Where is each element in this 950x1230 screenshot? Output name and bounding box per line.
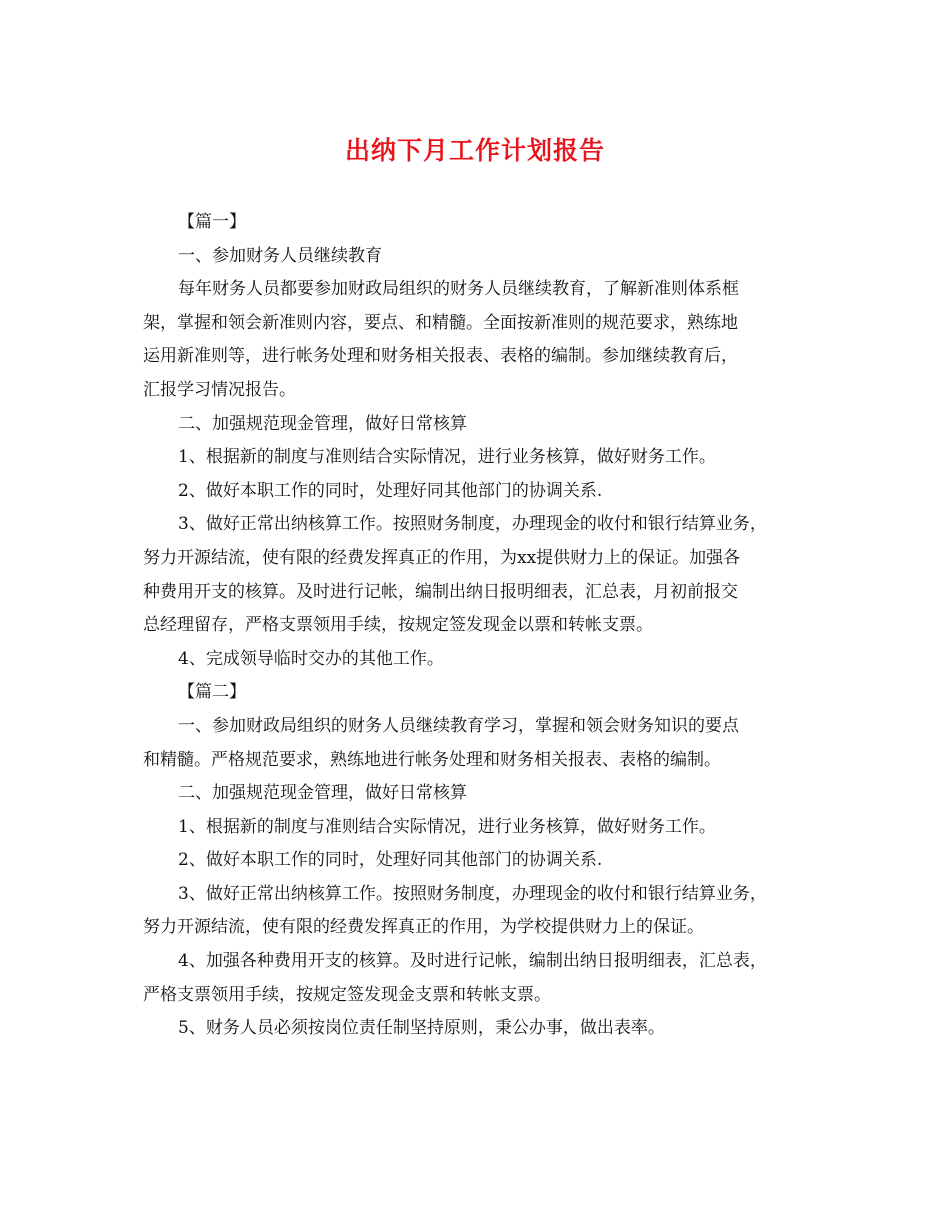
text-line: 1、根据新的制度与准则结合实际情况，进行业务核算，做好财务工作。: [178, 447, 716, 468]
text-line: 努力开源结流，使有限的经费发挥真正的作用，为学校提供财力上的保证。: [143, 917, 704, 938]
text-line: 5、财务人员必须按岗位责任制坚持原则，秉公办事，做出表率。: [178, 1018, 665, 1039]
text-line: 3、做好正常出纳核算工作。按照财务制度，办理现金的收付和银行结算业务，: [178, 883, 767, 904]
text-line: 2、做好本职工作的同时，处理好同其他部门的协调关系.: [178, 480, 603, 501]
text-line: 每年财务人员都要参加财政局组织的财务人员继续教育，了解新准则体系框: [178, 279, 739, 300]
text-line: 1、根据新的制度与准则结合实际情况，进行业务核算，做好财务工作。: [178, 816, 716, 837]
document-title: 出纳下月工作计划报告: [344, 136, 605, 165]
document-body: [143, 206, 813, 1046]
text-line: 架，掌握和领会新准则内容，要点、和精髓。全面按新准则的规范要求，熟练地: [143, 312, 738, 333]
text-line: 4、加强各种费用开支的核算。及时进行记帐，编制出纳日报明细表，汇总表，: [178, 951, 767, 972]
text-line: 二、加强规范现金管理，做好日常核算: [178, 783, 467, 804]
text-line: 二、加强规范现金管理，做好日常核算: [178, 413, 467, 434]
text-line: 汇报学习情况报告。: [143, 379, 296, 400]
text-line: 种费用开支的核算。及时进行记帐，编制出纳日报明细表，汇总表，月初前报交: [143, 581, 738, 602]
text-line: 【篇二】: [178, 682, 246, 703]
text-line: 严格支票领用手续，按规定签发现金支票和转帐支票。: [143, 984, 551, 1005]
text-line: 总经理留存，严格支票领用手续，按规定签发现金以票和转帐支票。: [143, 615, 653, 636]
text-line: 运用新准则等，进行帐务处理和财务相关报表、表格的编制。参加继续教育后，: [143, 346, 738, 367]
text-line: 努力开源结流，使有限的经费发挥真正的作用，为xx提供财力上的保证。加强各: [143, 547, 741, 568]
text-line: 2、做好本职工作的同时，处理好同其他部门的协调关系.: [178, 850, 603, 871]
text-line: 4、完成领导临时交办的其他工作。: [178, 648, 444, 669]
text-line: 一、参加财政局组织的财务人员继续教育学习，掌握和领会财务知识的要点: [178, 715, 739, 736]
text-line: 【篇一】: [178, 212, 246, 232]
text-line: 一、参加财务人员继续教育: [178, 245, 382, 266]
text-line: 和精髓。严格规范要求，熟练地进行帐务处理和财务相关报表、表格的编制。: [143, 749, 721, 770]
text-line: 3、做好正常出纳核算工作。按照财务制度，办理现金的收付和银行结算业务，: [178, 514, 767, 535]
